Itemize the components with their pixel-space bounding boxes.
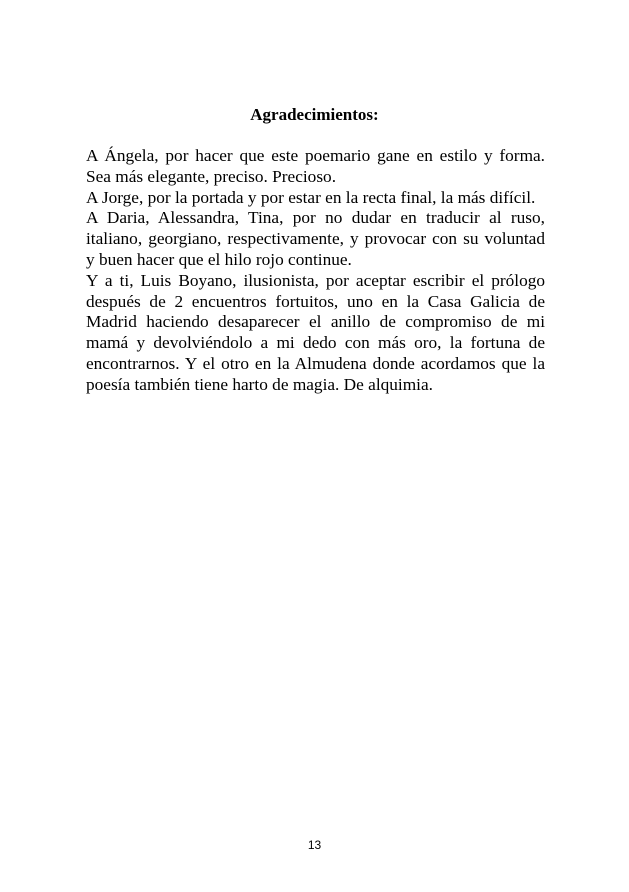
page-number: 13	[307, 838, 322, 852]
paragraph-jorge: A Jorge, por la portada y por estar en la recta final, la más difícil.	[86, 187, 536, 207]
paragraph-luis-boyano: Y a ti, Luis Boyano, ilusionista, por aceptar escribir el prólogo después de 2 encuentros fortuitos, uno en la Casa Galicia de Madrid haciendo desaparecer el anillo de compromiso de mi mamá y devolviéndolo a mi dedo con más oro, la fortuna de encontrarnos. Y el otro en la Almudena donde acordamos que la poesía también tiene harto de magia. De alquimia.	[86, 270, 545, 394]
section-title: Agradecimientos:	[250, 105, 379, 124]
paragraph-angela: A Ángela, por hacer que este poemario gane en estilo y forma. Sea más elegante, preciso. Precioso.	[86, 146, 545, 186]
paragraph-translators: A Daria, Alessandra, Tina, por no dudar en traducir al ruso, italiano, georgiano, respectivamente, y provocar con su voluntad y buen hacer que el hilo rojo continue.	[86, 208, 545, 269]
acknowledgements-body	[86, 146, 545, 396]
